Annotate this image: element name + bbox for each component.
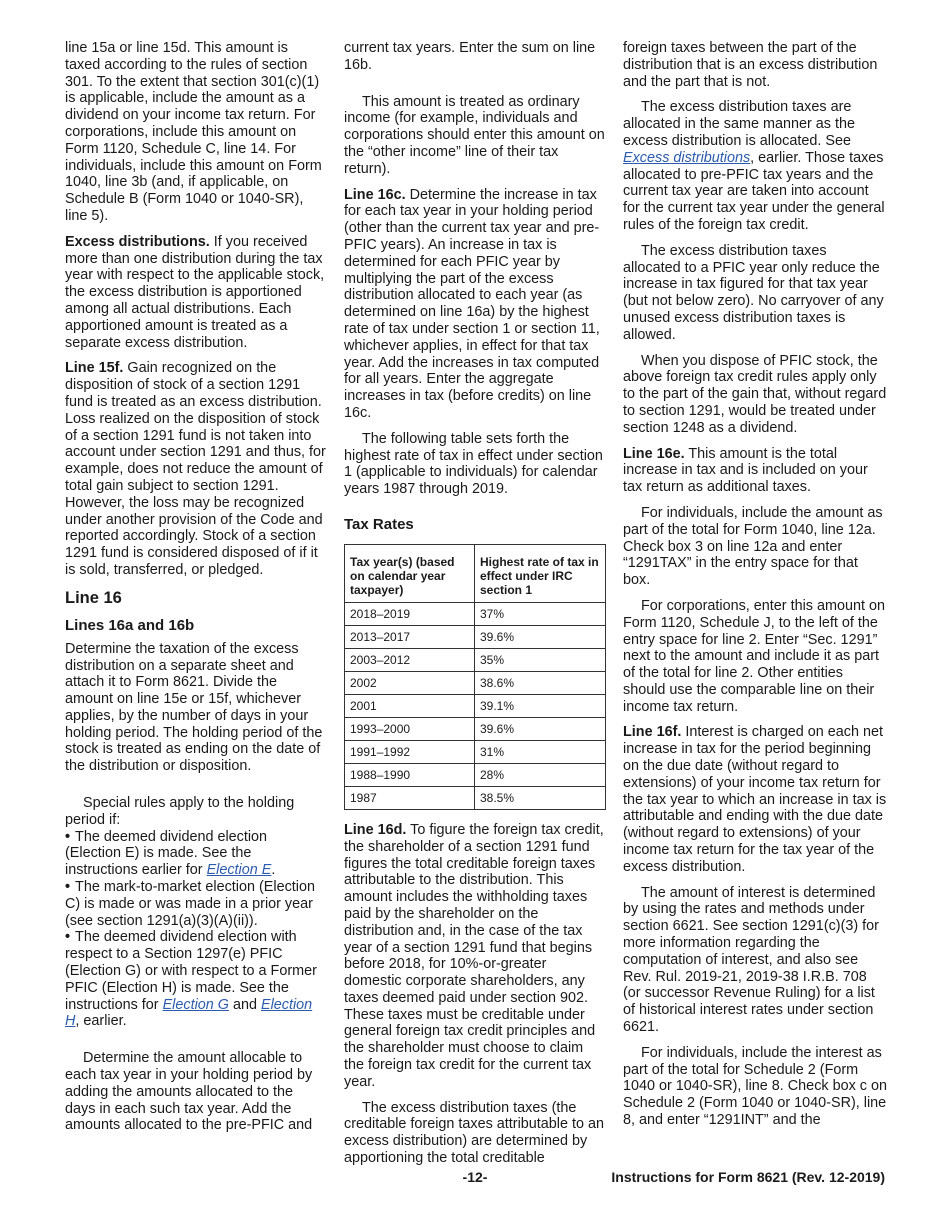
bullet-item: • The mark-to-market election (Election C) is made or was made in a prior year (see section 1291(a)(3)(A)(ii)).: [65, 879, 327, 929]
rate-cell: 39.6%: [475, 717, 606, 740]
table-row: [345, 671, 606, 694]
paragraph: foreign taxes between the part of the distribution that is an excess distribution and the part that is not.: [623, 40, 878, 90]
table-row: [345, 717, 606, 740]
paragraph: Special rules apply to the holding period if:: [65, 795, 295, 828]
paragraph: This amount is treated as ordinary income (for example, individuals and corporations should enter this amount on the “other income” line of their tax return).: [344, 93, 605, 177]
rate-cell: 38.6%: [475, 671, 606, 694]
paragraph-excess-distributions: Excess distributions. If you received more than one distribution during the tax year with respect to the applicable stock, the excess distribution is apportioned among all actual distributions. Each apportioned amount is treated as a separate excess distribution.: [65, 233, 325, 351]
table-row: [345, 763, 606, 786]
paragraph-line-16c: Line 16c. Determine the increase in tax for each tax year in your holding period (other than the current tax year and pre-PFIC years). An increase in tax is determined for each PFIC year by multiplying the part of the excess distribution allocated to each year (as determined on line 16a) by the highest rate of tax under section 1 or section 11, whichever applies, in effect for that tax year. Add the increases in tax computed for all years. Enter the aggregate increases in tax (before credits) on line 16c.: [344, 186, 600, 421]
tax-year-cell: 1987: [345, 786, 475, 809]
paragraph: line 15a or line 15d. This amount is taxed according to the rules of section 301. To the extent that section 301(c)(1) is applicable, include the amount as a dividend on your income tax return. For corporations, include this amount on Form 1120, Schedule C, line 14. For individuals, include this amount on Form 1040, line 3b (and, if applicable, on Schedule B (Form 1040 or 1040-SR), line 5).: [65, 40, 322, 224]
rate-cell: 35%: [475, 648, 606, 671]
paragraph: The following table sets forth the highest rate of tax in effect under section 1 (applicable to individuals) for calendar years 1987 through 2019.: [344, 430, 603, 498]
footer-form-title: Instructions for Form 8621 (Rev. 12-2019): [611, 1169, 885, 1185]
tax-year-cell: 1988–1990: [345, 763, 475, 786]
run-in-heading: Line 16e.: [623, 445, 685, 462]
link-election-e[interactable]: Election E: [206, 862, 272, 879]
paragraph-line-16f: Line 16f. Interest is charged on each net increase in tax for the period beginning on the due date (without regard to extensions) of your income tax return for the tax year to which an increase in tax is attributable and ending with the due date (without regard to extensions) of your income tax return for the tax year of the excess distribution.: [623, 724, 887, 875]
rate-cell: 39.1%: [475, 694, 606, 717]
column-1: [65, 40, 327, 1143]
tax-year-cell: 2003–2012: [345, 648, 475, 671]
link-election-g[interactable]: Election G: [162, 996, 229, 1013]
run-in-heading: Line 15f.: [65, 360, 124, 377]
column-header: Highest rate of tax in effect under IRC section 1: [475, 544, 606, 602]
run-in-heading: Excess distributions.: [65, 233, 210, 250]
section-heading-line-16: Line 16: [65, 588, 122, 607]
rate-cell: 39.6%: [475, 625, 606, 648]
paragraph: The excess distribution taxes are allocated in the same manner as the excess distribution is allocated. See Excess distributions, earlier. Those taxes allocated to pre-PFIC tax years and the current tax year are taken into account for the current tax year under the general rules of the foreign tax credit.: [623, 99, 885, 233]
paragraph: For corporations, enter this amount on Form 1120, Schedule J, to the left of the entry space for line 2. Enter “Sec. 1291” next to the amount and include it as part of the total for line 2. Other entities should use the comparable line on their income tax return.: [623, 597, 885, 715]
table-row: [345, 625, 606, 648]
column-2: [344, 40, 606, 1176]
run-in-heading: Line 16d.: [344, 821, 407, 838]
paragraph: Determine the amount allocable to each tax year in your holding period by adding the amounts allocated to the days in each such tax year. Add the amounts allocated to the pre-PFIC and: [65, 1050, 313, 1134]
tax-year-cell: 2018–2019: [345, 602, 475, 625]
column-3: [623, 40, 888, 1138]
tax-year-cell: 1991–1992: [345, 740, 475, 763]
bullet-item: • The deemed dividend election (Election E) is made. See the instructions earlier for Election E.: [65, 829, 327, 879]
paragraph: When you dispose of PFIC stock, the above foreign tax credit rules apply only to the part of the gain that, without regard to section 1291, would be treated under section 1248 as a dividend.: [623, 352, 887, 436]
table-row: [345, 694, 606, 717]
paragraph-line-16d: Line 16d. To figure the foreign tax credit, the shareholder of a section 1291 fund figures the total creditable foreign taxes attributable to the distribution. This amount includes the withholding taxes paid by the shareholder on the distribution and, in the case of the tax year of a section 1291 fund that begins before 2018, for 10%-or-greater domestic corporate shareholders, any taxes deemed paid under section 902. These taxes must be creditable under general foreign tax credit principles and the shareholder must choose to claim the foreign tax credit for the current tax year.: [344, 821, 604, 1090]
tax-year-cell: 1993–2000: [345, 717, 475, 740]
rate-cell: 38.5%: [475, 786, 606, 809]
paragraph: The excess distribution taxes (the creditable foreign taxes attributable to an excess distribution) are determined by apportioning the total creditable: [344, 1099, 604, 1167]
rate-cell: 37%: [475, 602, 606, 625]
paragraph-line-15f: Line 15f. Gain recognized on the disposition of stock of a section 1291 fund is treated as an excess distribution. Loss realized on the disposition of stock of a section 1291 fund is not taken into account under section 1291 and thus, for example, does not reduce the amount of total gain subject to section 1291. However, the loss may be recognized under another provision of the Code and reported accordingly. Stock of a section 1291 fund is considered disposed of if it is sold, transferred, or pledged.: [65, 360, 326, 578]
tax-rates-table: [344, 544, 606, 810]
page-number: -12-: [462, 1169, 488, 1185]
link-election-h[interactable]: Election H: [65, 996, 313, 1030]
table-row: [345, 786, 606, 809]
table-header-row: [345, 544, 606, 602]
tax-year-cell: 2001: [345, 694, 475, 717]
paragraph: For individuals, include the amount as part of the total for Form 1040, line 12a. Check box 3 on line 12a and enter “1291TAX” in the entry space for that box.: [623, 504, 883, 589]
table-title: Tax Rates: [344, 515, 414, 533]
table-row: [345, 648, 606, 671]
subheading-lines-16a-16b: Lines 16a and 16b: [65, 616, 195, 634]
table-row: [345, 740, 606, 763]
table-row: [345, 602, 606, 625]
paragraph: The amount of interest is determined by using the rates and methods under section 6621. See section 1291(c)(3) for more information regarding the computation of interest, and also see Rev. Rul. 2019-21, 2019-38 I.R.B. 708 (or successor Revenue Ruling) for a list of historical interest rates under section 6621.: [623, 884, 879, 1036]
rate-cell: 31%: [475, 740, 606, 763]
paragraph: current tax years. Enter the sum on line 16b.: [344, 40, 596, 73]
tax-year-cell: 2013–2017: [345, 625, 475, 648]
paragraph: Determine the taxation of the excess distribution on a separate sheet and attach it to Form 8621. Divide the amount on line 15e or 15f, whichever applies, by the number of days in your holding period. The holding period of the stock is treated as ending on the date of the distribution or disposition.: [65, 640, 323, 775]
column-header: Tax year(s) (based on calendar year taxpayer): [345, 544, 475, 602]
run-in-heading: Line 16f.: [623, 724, 682, 741]
bullet-item: • The deemed dividend election with respect to a Section 1297(e) PFIC (Election G) or with respect to a Former PFIC (Election H) is made. See the instructions for Election G and Election H, earlier.: [65, 929, 327, 1030]
link-excess-distributions[interactable]: Excess distributions: [623, 149, 751, 166]
paragraph-line-16e: Line 16e. This amount is the total increase in tax and is included on your tax return as additional taxes.: [623, 445, 868, 496]
rate-cell: 28%: [475, 763, 606, 786]
tax-year-cell: 2002: [345, 671, 475, 694]
run-in-heading: Line 16c.: [344, 186, 406, 203]
paragraph: For individuals, include the interest as part of the total for Schedule 2 (Form 1040 or 1040-SR), line 8. Check box c on Schedule 2 (Form 1040 or 1040-SR), line 8, and enter “1291INT” and the: [623, 1044, 887, 1129]
paragraph: The excess distribution taxes allocated to a PFIC year only reduce the increase in tax figured for that tax year (but not below zero). No carryover of any unused excess distribution taxes is allowed.: [623, 242, 884, 343]
